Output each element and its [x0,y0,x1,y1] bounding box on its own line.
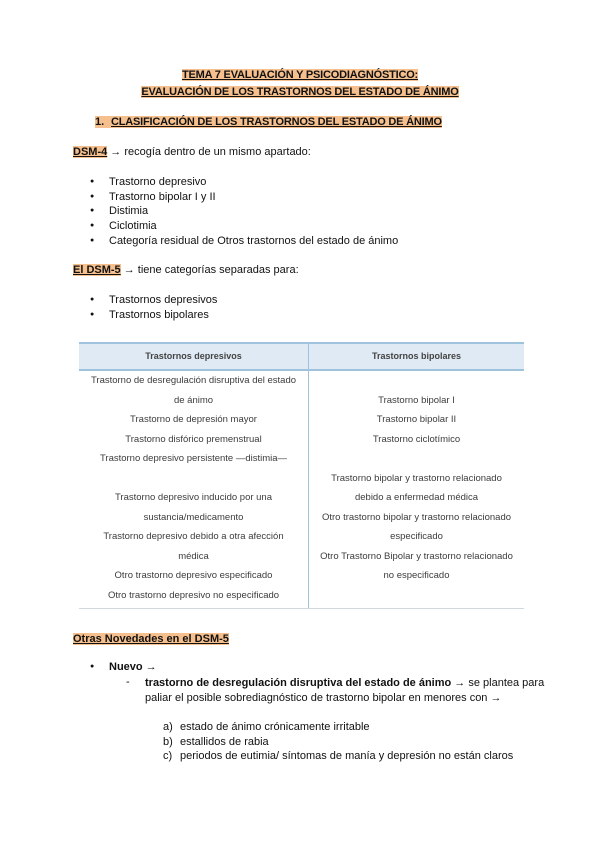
dsm5-label: El DSM-5 [73,264,121,276]
list-item: ● Trastornos depresivos [90,293,217,308]
nuevo-description [145,676,545,705]
table-cell: Trastorno depresivo inducido por una [114,492,273,503]
document-title-line2: EVALUACIÓN DE LOS TRASTORNOS DEL ESTADO DE ÁNIMO [141,86,459,98]
table-cell: Trastorno bipolar I [378,394,455,406]
dsm4-label: DSM-4 [73,146,108,158]
table-cell: Otro trastorno depresivo especificado [114,570,273,581]
table-cell: de ánimo [173,394,214,406]
dsm5-paragraph [73,264,299,276]
table-cell: Otro trastorno depresivo no especificado [107,589,280,601]
table-cell: Trastorno bipolar II [376,414,457,425]
table-cell: debido a enfermedad médica [354,492,479,503]
nuevo-explanation: → se plantea para paliar el posible sobrediagnóstico de trastorno bipolar en menores con → [145,677,545,704]
table-cell: Otro Trastorno Bipolar y trastorno relacionado [320,550,513,562]
list-item: ● Trastorno depresivo [90,175,398,190]
nuevo-disorder-name: trastorno de desregulación disruptiva del estado de ánimo [145,677,452,689]
list-item: a) estado de ánimo crónicamente irritable [163,721,370,733]
list-item: ● Ciclotimia [90,219,398,234]
table-cell: Trastorno bipolar y trastorno relacionado [331,472,502,484]
table-cell: Trastorno depresivo persistente —distimia— [99,453,288,464]
list-item: b) estallidos de rabia [163,735,269,748]
list-item: c) periodos de eutimia/ síntomas de manía y depresión no están claros [163,750,514,763]
list-item: ● Trastorno bipolar I y II [90,190,398,205]
dsm4-paragraph [73,146,311,158]
section-title: CLASIFICACIÓN DE LOS TRASTORNOS DEL ESTADO DE ÁNIMO [111,116,442,128]
table-bottom-border [79,608,524,609]
table-cell: Otro trastorno bipolar y trastorno relacionado [321,511,512,523]
table-cell: Trastorno de depresión mayor [130,414,257,425]
table-cell: especificado [390,531,443,542]
table-cell: Trastorno disfórico premenstrual [125,433,262,445]
dash-marker: - [126,676,130,688]
bullet-icon: ● [90,663,95,670]
dsm4-text: → recogía dentro de un mismo apartado: [107,146,311,158]
nuevo-label: Nuevo → [109,661,157,673]
dsm5-text: → tiene categorías separadas para: [120,264,299,276]
table-cell: Trastorno depresivo debido a otra afección [103,531,284,542]
criteria-list [163,720,513,764]
table-header-depresivos: Trastornos depresivos [145,351,242,361]
list-item: ● Distimia [90,204,398,219]
section-heading [95,116,442,128]
table-cell: Trastorno ciclotímico [372,433,461,445]
document-title-line1: TEMA 7 EVALUACIÓN Y PSICODIAGNÓSTICO: [181,69,419,81]
classification-table [79,342,524,609]
table-header-bipolares: Trastornos bipolares [371,351,462,361]
list-item: ● Categoría residual de Otros trastornos del estado de ánimo [90,234,398,249]
list-item: ● Trastornos bipolares [90,308,217,323]
table-cell: Trastorno de desregulación disruptiva del estado [90,375,297,386]
dsm4-list [90,175,398,248]
table-cell: sustancia/medicamento [143,511,244,523]
novedades-heading: Otras Novedades en el DSM-5 [73,633,229,645]
table-cell: no especificado [383,570,450,581]
section-number: 1. [95,116,105,128]
table-cell: médica [178,550,209,562]
dsm5-list [90,293,217,322]
